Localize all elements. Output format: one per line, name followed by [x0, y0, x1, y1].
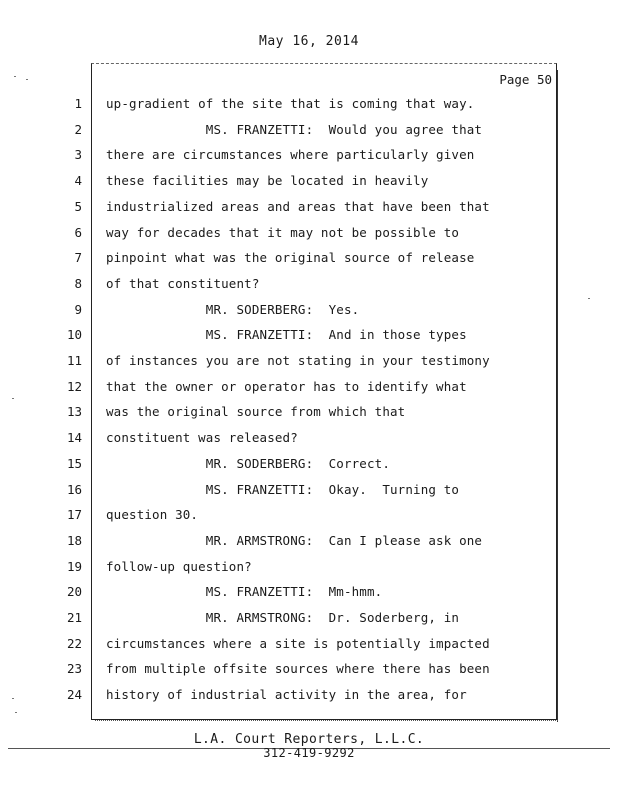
- scan-speck: [15, 712, 17, 713]
- line-number: 2: [74, 122, 82, 137]
- line-text: MS. FRANZETTI: Would you agree that: [106, 122, 483, 137]
- line-text: pinpoint what was the original source of release: [106, 250, 475, 265]
- scan-speck: [588, 298, 590, 299]
- line-text: was the original source from which that: [106, 404, 406, 419]
- line-text: MR. SODERBERG: Yes.: [106, 302, 360, 317]
- line-number: 11: [66, 353, 82, 368]
- line-number: 22: [66, 636, 82, 651]
- frame-shadow-bottom: [95, 720, 558, 722]
- line-number: 8: [74, 276, 82, 291]
- line-text: from multiple offsite sources where there has been: [106, 661, 490, 676]
- line-number: 9: [74, 302, 82, 317]
- line-number: 24: [66, 687, 82, 702]
- footer-firm: L.A. Court Reporters, L.L.C.: [193, 732, 425, 747]
- line-number: 7: [74, 250, 82, 265]
- scan-speck: [12, 398, 14, 399]
- line-number: 16: [66, 482, 82, 497]
- line-text: way for decades that it may not be possible to: [106, 225, 460, 240]
- line-number: 15: [66, 456, 82, 471]
- line-text: there are circumstances where particularly given: [106, 147, 475, 162]
- line-number: 23: [66, 661, 82, 676]
- scan-speck: [26, 79, 28, 80]
- scan-speck: [12, 698, 14, 699]
- line-text: question 30.: [106, 507, 199, 522]
- line-text: MS. FRANZETTI: And in those types: [106, 327, 467, 342]
- line-text: industrialized areas and areas that have been that: [106, 199, 490, 214]
- frame-shadow-right: [557, 70, 558, 722]
- line-number: 21: [66, 610, 82, 625]
- line-number: 14: [66, 430, 82, 445]
- scan-speck: [14, 76, 16, 77]
- line-number: 13: [66, 404, 82, 419]
- line-number: 4: [74, 173, 82, 188]
- line-number: 19: [66, 559, 82, 574]
- line-text: MR. ARMSTRONG: Can I please ask one: [106, 533, 483, 548]
- line-text: that the owner or operator has to identify what: [106, 379, 467, 394]
- page-number: Page 50: [499, 72, 552, 87]
- line-text: MR. ARMSTRONG: Dr. Soderberg, in: [106, 610, 460, 625]
- line-text: of instances you are not stating in your testimony: [106, 353, 490, 368]
- line-number: 18: [66, 533, 82, 548]
- line-number: 10: [66, 327, 82, 342]
- line-text: MS. FRANZETTI: Okay. Turning to: [106, 482, 460, 497]
- line-text: these facilities may be located in heavily: [106, 173, 429, 188]
- line-text: history of industrial activity in the area, for: [106, 687, 467, 702]
- line-number: 12: [66, 379, 82, 394]
- footer-phone: 312-419-9292: [263, 746, 355, 760]
- line-text: MR. SODERBERG: Correct.: [106, 456, 390, 471]
- line-text: circumstances where a site is potentially impacted: [106, 636, 490, 651]
- line-text: follow-up question?: [106, 559, 252, 574]
- line-number: 20: [66, 584, 82, 599]
- line-number: 5: [74, 199, 82, 214]
- line-text: of that constituent?: [106, 276, 260, 291]
- line-number: 3: [74, 147, 82, 162]
- line-text: constituent was released?: [106, 430, 298, 445]
- line-number: 17: [66, 507, 82, 522]
- line-text: MS. FRANZETTI: Mm-hmm.: [106, 584, 383, 599]
- line-number: 6: [74, 225, 82, 240]
- line-text: up-gradient of the site that is coming that way.: [106, 96, 475, 111]
- line-number: 1: [74, 96, 82, 111]
- header-date: May 16, 2014: [259, 34, 359, 49]
